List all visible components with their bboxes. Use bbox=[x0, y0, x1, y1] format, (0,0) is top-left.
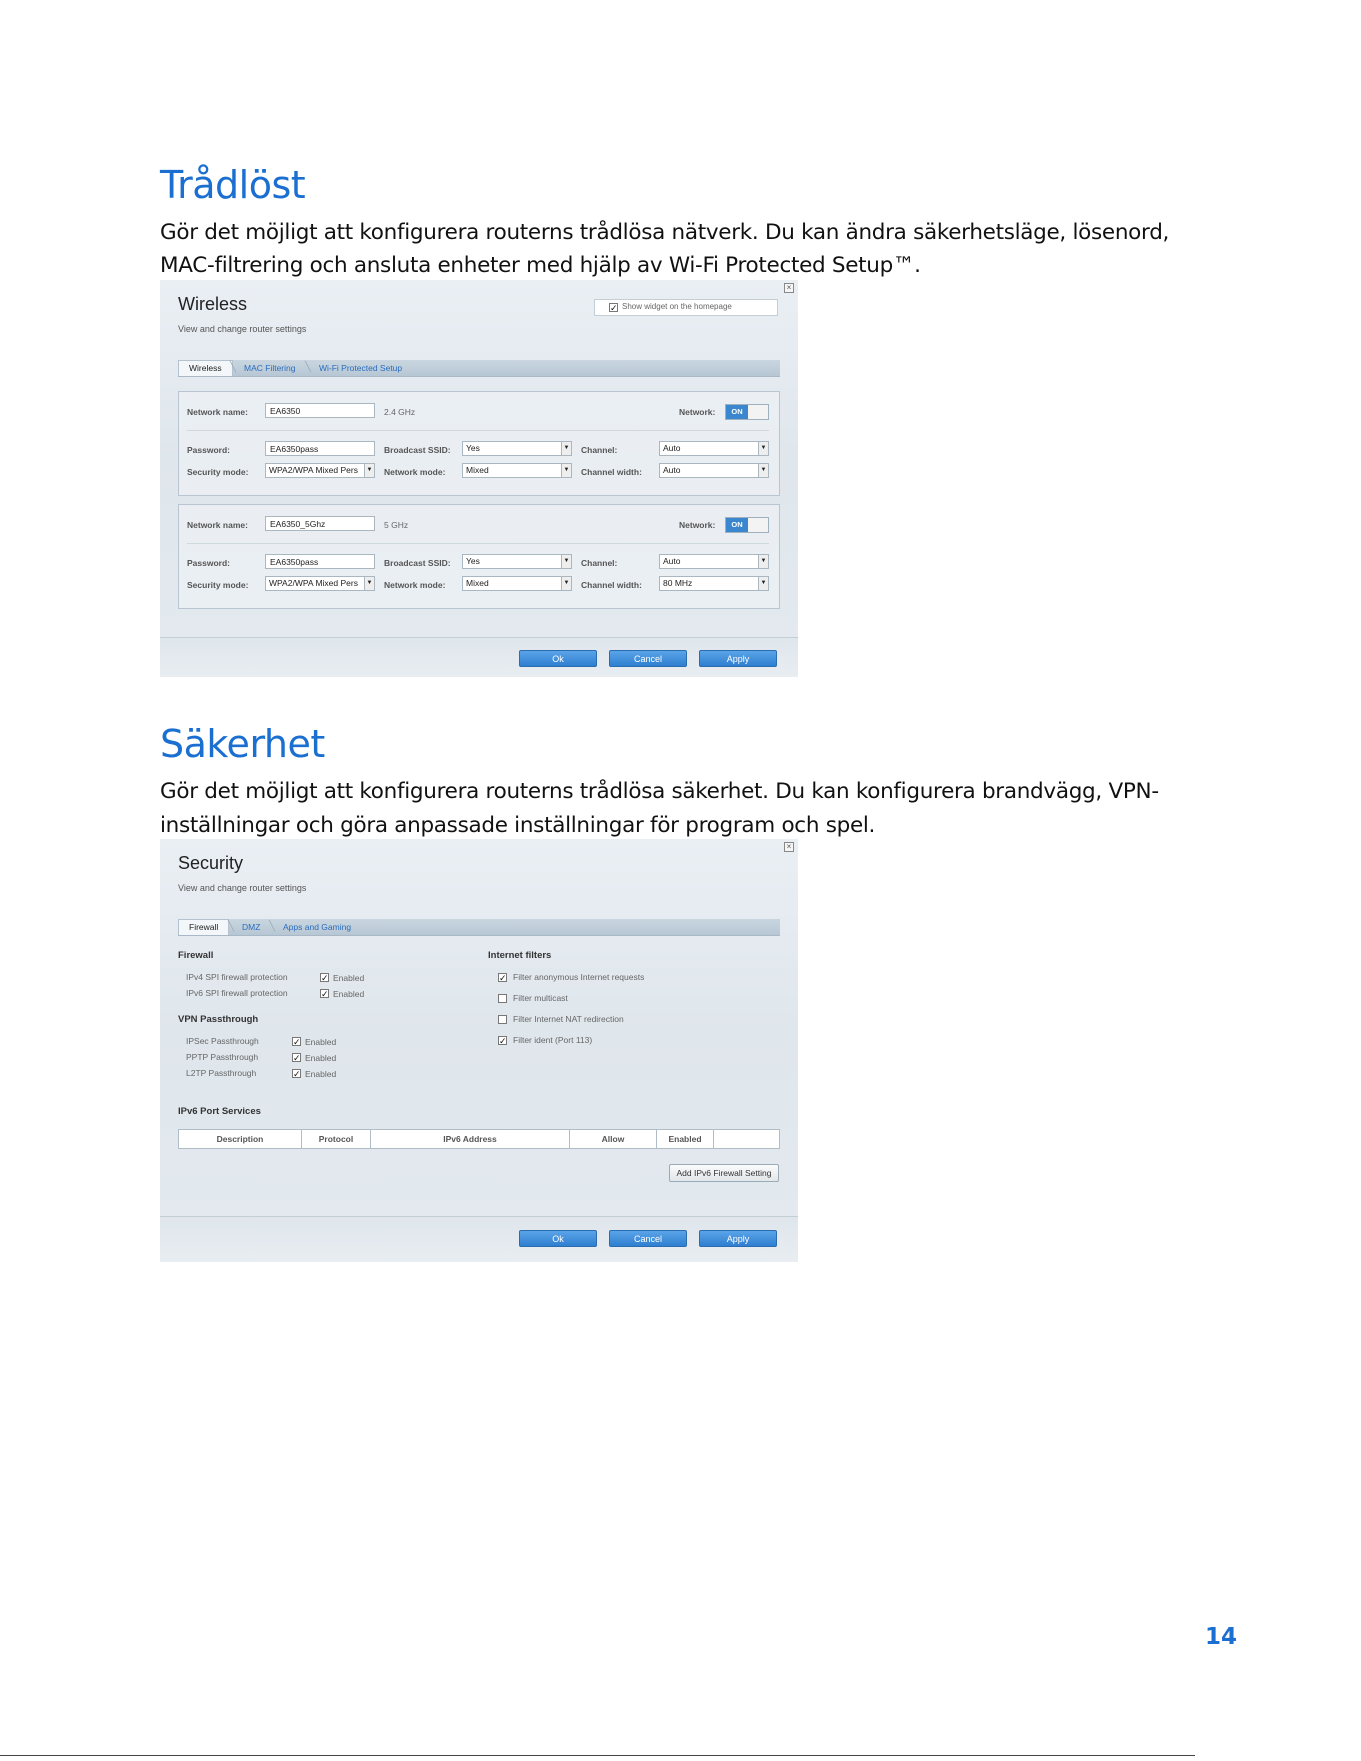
band-label: 2.4 GHz bbox=[384, 407, 416, 417]
ipsec-label: IPSec Passthrough bbox=[186, 1036, 259, 1046]
pptp-checkbox[interactable]: ✓ bbox=[293, 1053, 301, 1063]
divider bbox=[187, 430, 769, 431]
ipv6-spi-label: IPv6 SPI firewall protection bbox=[186, 988, 288, 998]
page-number: 14 bbox=[1205, 1624, 1238, 1650]
ipv6-port-services-heading: IPv6 Port Services bbox=[178, 1106, 261, 1117]
toggle-on-state: ON bbox=[726, 518, 748, 532]
chevron-down-icon: ▼ bbox=[364, 464, 374, 477]
cancel-button[interactable]: Cancel bbox=[609, 1230, 687, 1247]
channel-label: Channel: bbox=[581, 558, 618, 568]
panel-footer bbox=[160, 638, 798, 677]
password-label: Password: bbox=[187, 445, 230, 455]
ipv4-spi-label: IPv4 SPI firewall protection bbox=[186, 972, 288, 982]
network-mode-label: Network mode: bbox=[384, 467, 446, 477]
band-group-24ghz bbox=[178, 391, 780, 496]
password-label: Password: bbox=[187, 558, 230, 568]
security-mode-value: WPA2/WPA Mixed Pers bbox=[269, 465, 358, 475]
filter-multicast-label: Filter multicast bbox=[513, 993, 568, 1003]
show-widget-toggle[interactable] bbox=[594, 299, 778, 316]
show-widget-checkbox[interactable]: ✓ bbox=[610, 303, 618, 313]
broadcast-ssid-label: Broadcast SSID: bbox=[384, 558, 451, 568]
tab-wifi-protected-setup[interactable]: Wi-Fi Protected Setup bbox=[319, 363, 403, 373]
cancel-button[interactable]: Cancel bbox=[609, 650, 687, 667]
bottom-rule bbox=[0, 1755, 1195, 1756]
channel-value: Auto bbox=[663, 443, 681, 453]
channel-width-select[interactable] bbox=[659, 463, 769, 478]
chevron-down-icon: ▼ bbox=[561, 555, 571, 568]
tab-separator: ╲ bbox=[269, 921, 276, 932]
channel-select[interactable] bbox=[659, 441, 769, 456]
security-mode-value: WPA2/WPA Mixed Pers bbox=[269, 578, 358, 588]
filter-nat-redirection-checkbox[interactable] bbox=[498, 1015, 507, 1024]
toggle-on-state: ON bbox=[726, 405, 748, 419]
internet-filters-heading: Internet filters bbox=[488, 950, 552, 961]
chevron-down-icon: ▼ bbox=[758, 464, 768, 477]
ok-button[interactable]: Ok bbox=[519, 650, 597, 667]
filter-multicast-checkbox[interactable] bbox=[498, 994, 507, 1003]
column-header: Protocol bbox=[302, 1130, 371, 1148]
channel-width-value: Auto bbox=[663, 465, 681, 475]
section-title-security: Säkerhet bbox=[160, 722, 325, 766]
ipv6-spi-value: Enabled bbox=[333, 989, 365, 999]
security-mode-label: Security mode: bbox=[187, 467, 249, 477]
tab-separator: ╲ bbox=[230, 362, 237, 373]
panel-title: Wireless bbox=[178, 294, 248, 314]
chevron-down-icon: ▼ bbox=[364, 577, 374, 590]
channel-width-label: Channel width: bbox=[581, 580, 642, 590]
chevron-down-icon: ▼ bbox=[561, 442, 571, 455]
band-label: 5 GHz bbox=[384, 520, 409, 530]
network-name-input[interactable]: EA6350 bbox=[265, 403, 375, 418]
section-text-security-line1: Gör det möjligt att konfigurera routerns trådlösa säkerhet. Du kan konfigurera brandvägg, VPN- bbox=[160, 779, 1159, 804]
section-text-security-line2: inställningar och göra anpassade inställningar för program och spel. bbox=[160, 813, 876, 838]
section-text-wireless-line1: Gör det möjligt att konfigurera routerns trådlösa nätverk. Du kan ändra säkerhetsläge, lösenord, bbox=[160, 220, 1170, 245]
l2tp-label: L2TP Passthrough bbox=[186, 1068, 257, 1078]
tab-bar bbox=[178, 919, 780, 936]
ok-button[interactable]: Ok bbox=[519, 1230, 597, 1247]
network-label: Network: bbox=[679, 407, 716, 417]
filter-ident-label: Filter ident (Port 113) bbox=[513, 1035, 593, 1045]
ipv6-table-header bbox=[178, 1129, 780, 1149]
close-icon[interactable]: × bbox=[784, 842, 794, 852]
l2tp-checkbox[interactable]: ✓ bbox=[293, 1069, 301, 1079]
filter-anonymous-label: Filter anonymous Internet requests bbox=[513, 972, 645, 982]
security-screenshot bbox=[160, 839, 798, 1262]
apply-button[interactable]: Apply bbox=[699, 1230, 777, 1247]
apply-button[interactable]: Apply bbox=[699, 650, 777, 667]
broadcast-ssid-label: Broadcast SSID: bbox=[384, 445, 451, 455]
ipv6-spi-checkbox[interactable]: ✓ bbox=[321, 989, 329, 999]
firewall-heading: Firewall bbox=[178, 950, 214, 961]
broadcast-ssid-select[interactable] bbox=[462, 441, 572, 456]
network-mode-value: Mixed bbox=[466, 578, 489, 588]
network-toggle[interactable] bbox=[725, 404, 769, 420]
ipv4-spi-checkbox[interactable]: ✓ bbox=[321, 973, 329, 983]
tab-mac-filtering[interactable]: MAC Filtering bbox=[244, 363, 296, 373]
chevron-down-icon: ▼ bbox=[561, 577, 571, 590]
chevron-down-icon: ▼ bbox=[561, 464, 571, 477]
tab-separator: ╲ bbox=[228, 921, 235, 932]
chevron-down-icon: ▼ bbox=[758, 577, 768, 590]
filter-ident-checkbox[interactable]: ✓ bbox=[499, 1036, 507, 1046]
ipsec-checkbox[interactable]: ✓ bbox=[293, 1037, 301, 1047]
channel-label: Channel: bbox=[581, 445, 618, 455]
l2tp-value: Enabled bbox=[305, 1069, 337, 1079]
network-name-input[interactable]: EA6350_5Ghz bbox=[265, 516, 375, 531]
band-group-5ghz bbox=[178, 504, 780, 609]
column-header: Allow bbox=[570, 1130, 657, 1148]
ipsec-value: Enabled bbox=[305, 1037, 337, 1047]
network-label: Network: bbox=[679, 520, 716, 530]
channel-width-label: Channel width: bbox=[581, 467, 642, 477]
add-ipv6-firewall-setting-button[interactable]: Add IPv6 Firewall Setting bbox=[669, 1164, 779, 1182]
security-mode-label: Security mode: bbox=[187, 580, 249, 590]
panel-footer bbox=[160, 1217, 798, 1262]
network-mode-value: Mixed bbox=[466, 465, 489, 475]
network-mode-label: Network mode: bbox=[384, 580, 446, 590]
ipv4-spi-value: Enabled bbox=[333, 973, 365, 983]
panel-subtitle: View and change router settings bbox=[178, 324, 307, 334]
section-title-wireless: Trådlöst bbox=[160, 163, 306, 207]
column-header: Description bbox=[179, 1130, 302, 1148]
tab-dmz[interactable]: DMZ bbox=[242, 922, 261, 932]
tab-firewall[interactable]: Firewall bbox=[178, 919, 229, 935]
chevron-down-icon: ▼ bbox=[758, 442, 768, 455]
security-mode-select[interactable] bbox=[265, 576, 375, 591]
network-mode-select[interactable] bbox=[462, 576, 572, 591]
section-text-wireless-line2: MAC-filtrering och ansluta enheter med hjälp av Wi-Fi Protected Setup™. bbox=[160, 253, 921, 278]
wireless-screenshot bbox=[160, 280, 798, 677]
channel-select[interactable] bbox=[659, 554, 769, 569]
tab-separator: ╲ bbox=[305, 362, 312, 373]
divider bbox=[187, 543, 769, 544]
pptp-label: PPTP Passthrough bbox=[186, 1052, 259, 1062]
tab-wireless[interactable]: Wireless bbox=[178, 360, 233, 376]
panel-subtitle: View and change router settings bbox=[178, 883, 307, 893]
column-header: Enabled bbox=[657, 1130, 714, 1148]
filter-anonymous-checkbox[interactable]: ✓ bbox=[499, 973, 507, 983]
channel-width-value: 80 MHz bbox=[663, 578, 693, 588]
panel-title: Security bbox=[178, 853, 244, 873]
tab-bar bbox=[178, 360, 780, 377]
password-input[interactable]: EA6350pass bbox=[265, 441, 375, 456]
password-input[interactable]: EA6350pass bbox=[265, 554, 375, 569]
broadcast-ssid-value: Yes bbox=[466, 443, 480, 453]
channel-value: Auto bbox=[663, 556, 681, 566]
filter-nat-redirection-label: Filter Internet NAT redirection bbox=[513, 1014, 624, 1024]
close-icon[interactable]: × bbox=[784, 283, 794, 293]
show-widget-label: Show widget on the homepage bbox=[622, 302, 732, 311]
broadcast-ssid-select[interactable] bbox=[462, 554, 572, 569]
network-mode-select[interactable] bbox=[462, 463, 572, 478]
security-mode-select[interactable] bbox=[265, 463, 375, 478]
chevron-down-icon: ▼ bbox=[758, 555, 768, 568]
channel-width-select[interactable] bbox=[659, 576, 769, 591]
vpn-passthrough-heading: VPN Passthrough bbox=[178, 1014, 259, 1025]
network-name-label: Network name: bbox=[187, 407, 248, 417]
broadcast-ssid-value: Yes bbox=[466, 556, 480, 566]
column-header: IPv6 Address bbox=[371, 1130, 570, 1148]
tab-apps-and-gaming[interactable]: Apps and Gaming bbox=[283, 922, 352, 932]
network-toggle[interactable] bbox=[725, 517, 769, 533]
network-name-label: Network name: bbox=[187, 520, 248, 530]
pptp-value: Enabled bbox=[305, 1053, 337, 1063]
